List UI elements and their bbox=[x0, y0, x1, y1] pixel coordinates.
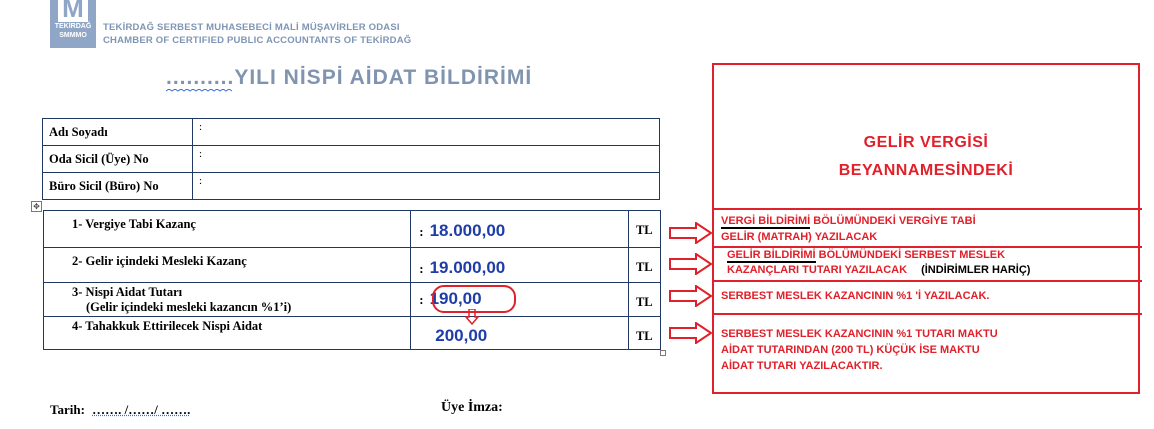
page-title: ..........YILI NİSPİ AİDAT BİLDİRİMİ bbox=[166, 66, 533, 89]
table-move-handle-icon[interactable]: ✥ bbox=[31, 201, 42, 212]
org-name-tr: TEKİRDAĞ SERBEST MUHASEBECİ MALİ MÜŞAVİRLER ODASI bbox=[103, 22, 400, 33]
table-row bbox=[43, 146, 660, 173]
arrow-right-icon bbox=[668, 285, 714, 307]
row3-amount: 190,00 bbox=[429, 289, 482, 308]
table-row bbox=[44, 283, 661, 317]
table-resize-handle-icon[interactable] bbox=[660, 350, 666, 356]
member-registry-label: Oda Sicil (Üye) No bbox=[43, 146, 193, 173]
date-label: Tarih: bbox=[50, 402, 85, 417]
row3-colon: : bbox=[419, 292, 424, 307]
member-registry-field[interactable]: : bbox=[193, 146, 660, 173]
date-line bbox=[50, 402, 190, 418]
logo-sub-line2: SMMMO bbox=[59, 32, 87, 39]
row2-currency: TL bbox=[628, 248, 660, 283]
panel-divider bbox=[712, 313, 1142, 315]
table-row bbox=[43, 119, 660, 146]
row2-amount-cell[interactable] bbox=[411, 248, 628, 283]
row4-label-text: 4- Tahakkuk Ettirilecek Nispi Aidat bbox=[72, 319, 263, 333]
member-info-table bbox=[42, 118, 660, 200]
spellcheck-underline bbox=[166, 89, 234, 92]
down-arrow-icon bbox=[465, 309, 479, 325]
arrow-right-icon bbox=[668, 322, 714, 344]
row1-label-text: 1- Vergiye Tabi Kazanç bbox=[72, 217, 196, 231]
logo-sub-line1: TEKİRDAĞ bbox=[54, 23, 92, 30]
signature-label: Üye İmza: bbox=[441, 400, 503, 415]
row3-label bbox=[44, 283, 411, 317]
panel-title-line1: GELİR VERGİSİ bbox=[863, 134, 989, 151]
note-2-text: BÖLÜMÜNDEKİ SERBEST MESLEK bbox=[815, 249, 1006, 261]
row1-amount-cell[interactable] bbox=[411, 211, 628, 248]
note-2-extra: (İNDİRİMLER HARİÇ) bbox=[921, 264, 1031, 276]
note-2-highlight: GELİR BİLDİRİMİ bbox=[727, 249, 816, 261]
row3-label-sub: (Gelir içindeki mesleki kazancın %1’i) bbox=[86, 300, 292, 314]
row4-currency: TL bbox=[628, 317, 660, 350]
row3-label-text: 3- Nispi Aidat Tutarı bbox=[72, 285, 183, 299]
table-row bbox=[43, 173, 660, 200]
row2-label bbox=[44, 248, 411, 283]
row1-colon: : bbox=[419, 224, 424, 239]
row1-label bbox=[44, 211, 411, 248]
table-row bbox=[44, 317, 661, 350]
row2-colon: : bbox=[419, 261, 424, 276]
org-name-en: CHAMBER OF CERTIFIED PUBLIC ACCOUNTANTS OF TEKİRDAĞ bbox=[103, 35, 412, 46]
row2-label-text: 2- Gelir içindeki Mesleki Kazanç bbox=[72, 254, 247, 268]
office-registry-label: Büro Sicil (Büro) No bbox=[43, 173, 193, 200]
row4-amount: 200,00 bbox=[435, 326, 488, 345]
name-field[interactable]: : bbox=[193, 119, 660, 146]
panel-title-line2: BEYANNAMESİNDEKİ bbox=[838, 162, 1014, 179]
row1-amount: 18.000,00 bbox=[429, 221, 506, 240]
row1-currency: TL bbox=[628, 211, 660, 248]
note-2-line2: KAZANÇLARI TUTARI YAZILACAK bbox=[727, 264, 908, 276]
arrow-right-icon bbox=[668, 222, 714, 244]
note-4-line1: SERBEST MESLEK KAZANCININ %1 TUTARI MAKTU bbox=[721, 328, 998, 340]
note-1-highlight: VERGİ BİLDİRİMİ bbox=[721, 215, 811, 227]
note-4-line3: AİDAT TUTARI YAZILACAKTIR. bbox=[721, 360, 883, 372]
dues-table bbox=[43, 210, 661, 350]
row2-amount: 19.000,00 bbox=[429, 258, 506, 277]
row4-amount-cell[interactable] bbox=[411, 317, 628, 350]
date-field[interactable]: ……. /……/ ……. bbox=[92, 402, 191, 417]
row4-label bbox=[44, 317, 411, 350]
panel-divider bbox=[712, 280, 1142, 282]
note-3: SERBEST MESLEK KAZANCININ %1 'İ YAZILACAK. bbox=[721, 290, 990, 302]
note-1 bbox=[721, 213, 976, 245]
row3-currency: TL bbox=[628, 283, 660, 317]
arrow-right-icon bbox=[668, 253, 714, 275]
table-row bbox=[44, 248, 661, 283]
table-row bbox=[44, 211, 661, 248]
logo-subtitle bbox=[50, 22, 96, 40]
note-1-line2: GELİR (MATRAH) YAZILACAK bbox=[721, 231, 878, 243]
note-4-line2: AİDAT TUTARINDAN (200 TL) KÜÇÜK İSE MAKTU bbox=[721, 344, 980, 356]
note-2 bbox=[727, 248, 1030, 278]
panel-divider bbox=[712, 208, 1142, 210]
note-4 bbox=[721, 326, 998, 374]
name-label: Adı Soyadı bbox=[43, 119, 193, 146]
logo-letter: M bbox=[58, 0, 88, 22]
office-registry-field[interactable]: : bbox=[193, 173, 660, 200]
note-1-text: BÖLÜMÜNDEKİ VERGİYE TABİ bbox=[810, 215, 976, 227]
